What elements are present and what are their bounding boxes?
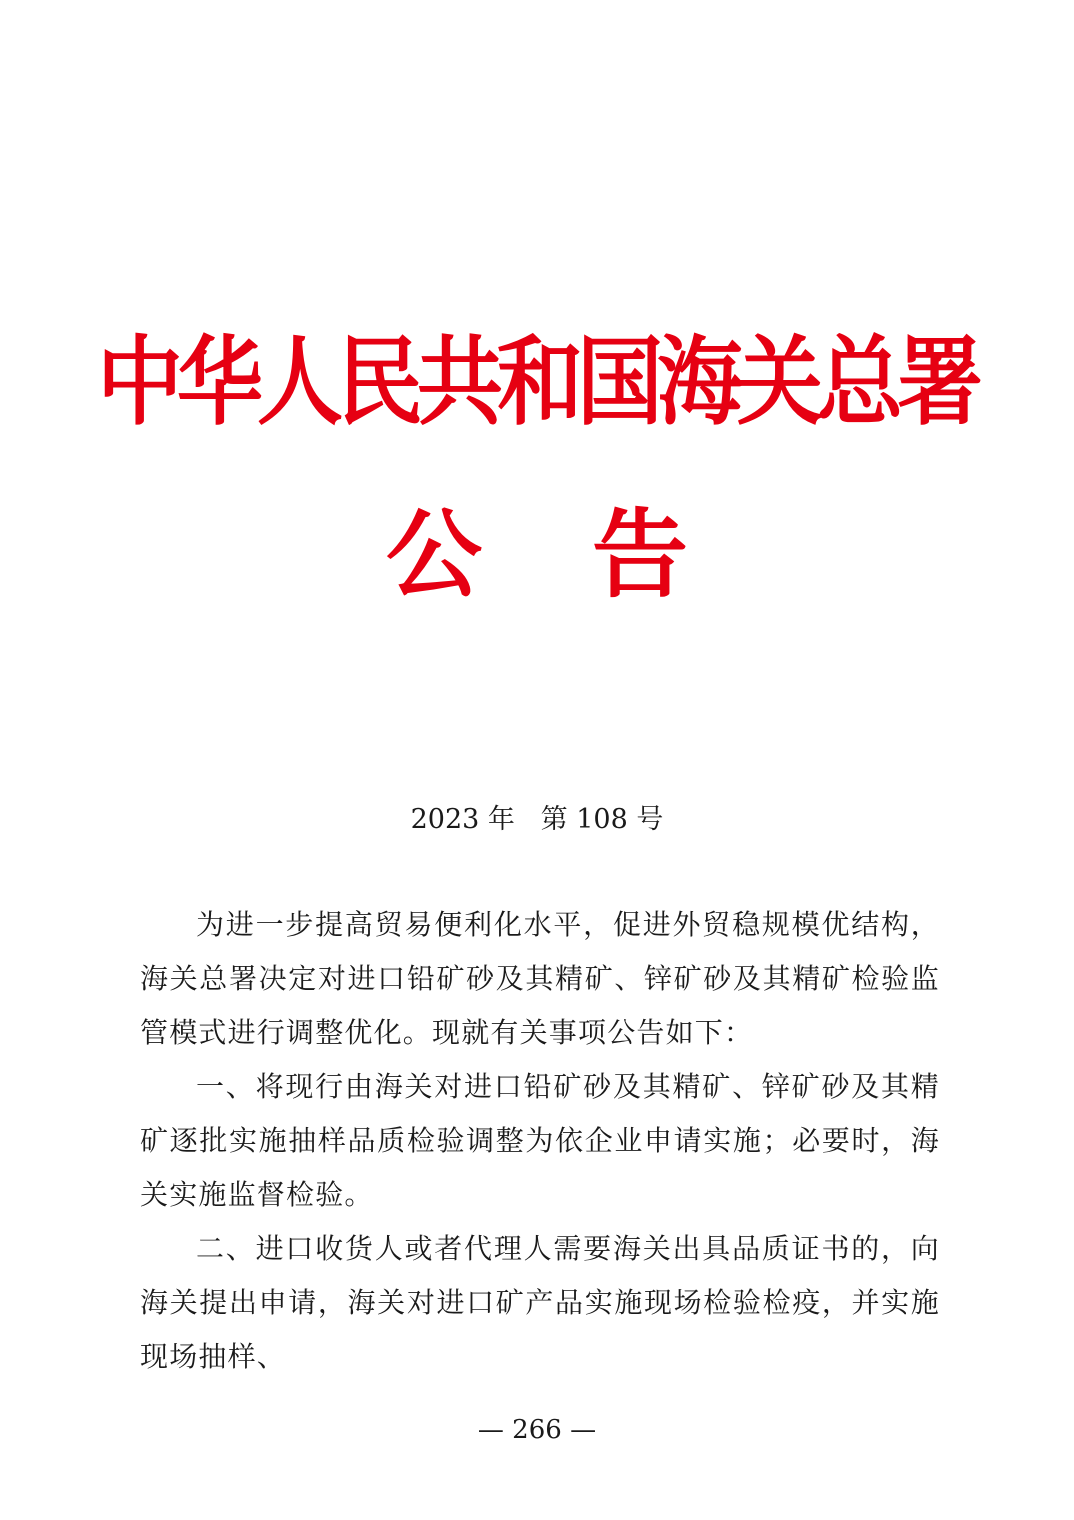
- paragraph-item-1: 一、将现行由海关对进口铅矿砂及其精矿、锌矿砂及其精矿逐批实施抽样品质检验调整为依企业申请实施；必要时，海关实施监督检验。: [140, 1070, 940, 1211]
- document-body: [140, 898, 940, 1384]
- issuing-authority-title: 中华人民共和国海关总署: [97, 327, 977, 439]
- paragraph-intro: 为进一步提高贸易便利化水平，促进外贸稳规模优结构，海关总署决定对进口铅矿砂及其精矿、锌矿砂及其精矿检验监管模式进行调整优化。现就有关事项公告如下：: [140, 908, 940, 1049]
- paragraph-item-2: 二、进口收货人或者代理人需要海关出具品质证书的，向海关提出申请，海关对进口矿产品实施现场检验检疫，并实施现场抽样、: [140, 1232, 940, 1373]
- document-number: 2023 年 第 108 号: [410, 804, 664, 835]
- page-number: — 266 —: [477, 1415, 597, 1445]
- document-type-title: 公告: [386, 499, 798, 611]
